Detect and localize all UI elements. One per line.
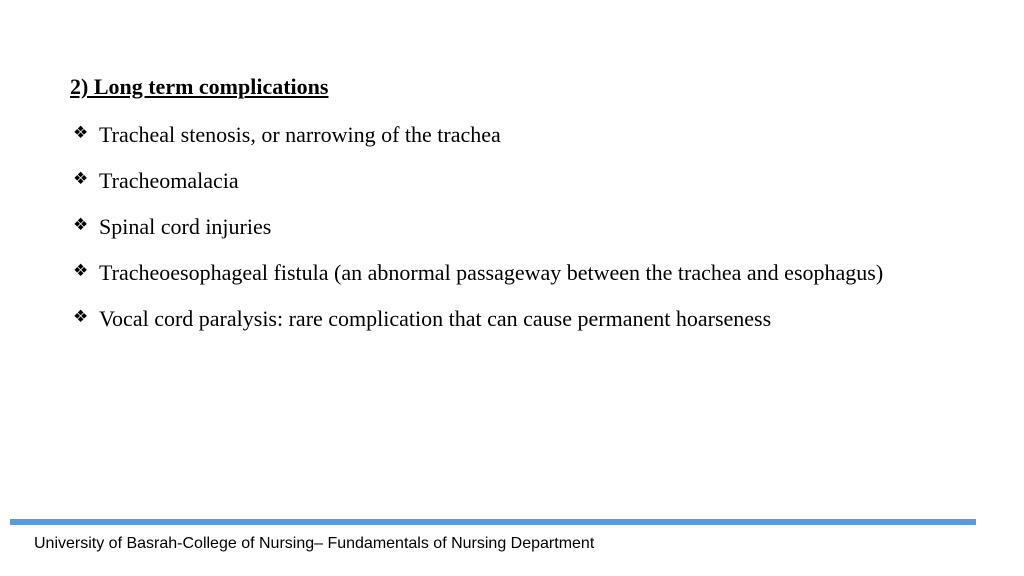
list-item [70, 118, 948, 151]
complications-list [70, 118, 948, 348]
diamond-bullet-icon: ❖ [73, 123, 89, 143]
section-heading: 2) Long term complications [70, 74, 329, 99]
list-item [70, 302, 948, 335]
diamond-bullet-icon: ❖ [73, 307, 89, 327]
diamond-bullet-icon: ❖ [73, 261, 89, 281]
diamond-bullet-icon: ❖ [73, 215, 89, 235]
diamond-bullet-icon: ❖ [73, 169, 89, 189]
list-item-text: Vocal cord paralysis: rare complication that can cause permanent hoarseness [99, 306, 772, 331]
footer-divider-bar [10, 519, 976, 525]
list-item [70, 256, 948, 289]
footer-text: University of Basrah-College of Nursing– Fundamentals of Nursing Department [34, 535, 595, 552]
list-item [70, 210, 948, 243]
list-item-text: Tracheoesophageal fistula (an abnormal passageway between the trachea and esophagus) [99, 260, 884, 285]
list-item-text: Tracheomalacia [99, 168, 239, 193]
list-item-text: Spinal cord injuries [99, 214, 272, 239]
list-item-text: Tracheal stenosis, or narrowing of the trachea [99, 122, 501, 147]
list-item [70, 164, 948, 197]
